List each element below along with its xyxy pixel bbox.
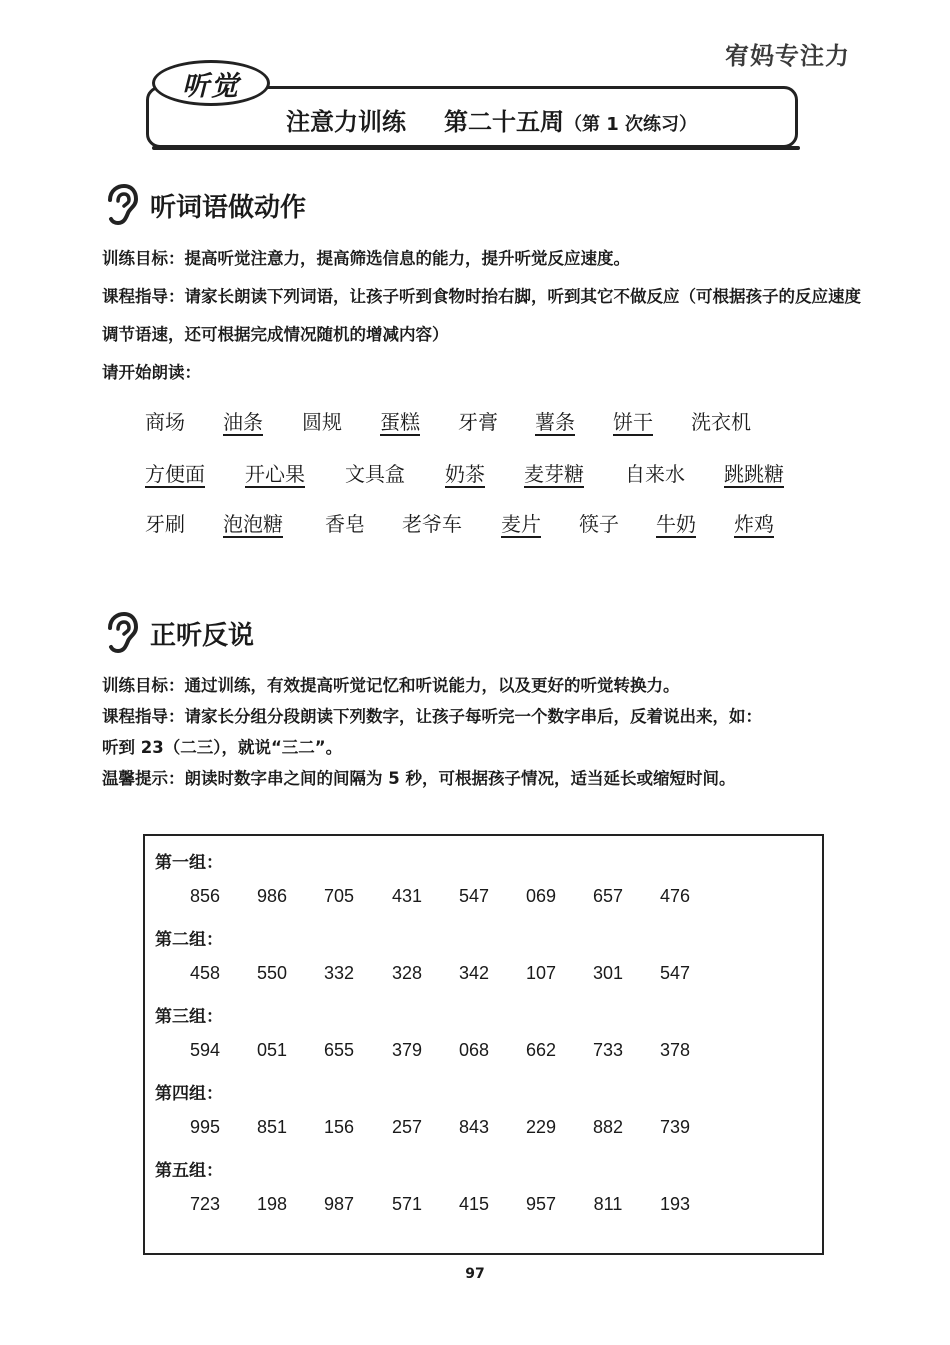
number-item: 571 <box>391 1194 423 1214</box>
number-item: 229 <box>525 1117 557 1137</box>
number-item: 851 <box>256 1117 288 1137</box>
group-label: 第五组： <box>155 1161 223 1181</box>
section1-instructions <box>102 240 862 392</box>
section2-goal: 训练目标：通过训练，有效提高听觉记忆和听说能力，以及更好的听觉转换力。 <box>102 676 680 695</box>
number-item: 301 <box>592 963 624 983</box>
word-item-food: 油条 <box>223 410 263 434</box>
section2-guide-line2: 听到 23（二三），就说“三二”。 <box>102 738 343 757</box>
number-item: 882 <box>592 1117 624 1137</box>
number-item: 051 <box>256 1040 288 1060</box>
word-item-food: 饼干 <box>613 410 653 434</box>
number-item: 987 <box>323 1194 355 1214</box>
number-item: 843 <box>458 1117 490 1137</box>
category-badge: 听觉 <box>152 60 270 106</box>
number-item: 594 <box>189 1040 221 1060</box>
page-title <box>286 102 697 137</box>
section1-start: 请开始朗读： <box>102 363 201 382</box>
number-item: 476 <box>659 886 691 906</box>
section1-heading <box>102 184 306 226</box>
number-item: 379 <box>391 1040 423 1060</box>
word-item-food: 泡泡糖 <box>223 512 283 536</box>
number-item: 657 <box>592 886 624 906</box>
number-item: 705 <box>323 886 355 906</box>
number-item: 431 <box>391 886 423 906</box>
number-item: 069 <box>525 886 557 906</box>
number-item: 193 <box>659 1194 691 1214</box>
word-item: 洗衣机 <box>691 410 751 434</box>
word-item: 文具盒 <box>345 462 405 486</box>
word-item: 筷子 <box>579 512 619 536</box>
word-item-food: 蛋糕 <box>380 410 420 434</box>
number-groups-box <box>143 834 824 1255</box>
number-item: 957 <box>525 1194 557 1214</box>
section1-title: 听词语做动作 <box>150 192 307 223</box>
number-item: 733 <box>592 1040 624 1060</box>
section2-tip: 温馨提示：朗读时数字串之间的间隔为 5 秒，可根据孩子情况，适当延长或缩短时间。 <box>102 769 736 788</box>
title-main: 注意力训练 <box>286 108 406 136</box>
word-item-food: 炸鸡 <box>734 512 774 536</box>
number-item: 378 <box>659 1040 691 1060</box>
number-item: 332 <box>323 963 355 983</box>
word-item-food: 开心果 <box>245 462 305 486</box>
number-item: 995 <box>189 1117 221 1137</box>
ear-icon <box>102 612 138 654</box>
section2-guide-line1: 课程指导：请家长分组分段朗读下列数字，让孩子每听完一个数字串后，反着说出来，如： <box>102 707 762 726</box>
word-item: 圆规 <box>302 410 342 434</box>
number-item: 068 <box>458 1040 490 1060</box>
title-session: （第 1 次练习） <box>564 114 698 135</box>
number-item: 156 <box>323 1117 355 1137</box>
word-item-food: 薯条 <box>535 410 575 434</box>
word-item-food: 跳跳糖 <box>724 462 784 486</box>
number-item: 723 <box>189 1194 221 1214</box>
group-label: 第二组： <box>155 930 223 950</box>
ear-icon <box>102 184 138 226</box>
number-item: 986 <box>256 886 288 906</box>
page-number: 97 <box>465 1266 485 1282</box>
number-item: 198 <box>256 1194 288 1214</box>
word-item: 老爷车 <box>402 512 462 536</box>
number-item: 328 <box>391 963 423 983</box>
group-label: 第四组： <box>155 1084 223 1104</box>
number-item: 458 <box>189 963 221 983</box>
word-item: 自来水 <box>625 462 685 486</box>
group-label: 第一组： <box>155 853 223 873</box>
number-item: 739 <box>659 1117 691 1137</box>
word-item: 牙膏 <box>458 410 498 434</box>
word-item-food: 牛奶 <box>656 512 696 536</box>
brand-title: 宥妈专注力 <box>725 42 850 70</box>
number-item: 342 <box>458 963 490 983</box>
number-item: 856 <box>189 886 221 906</box>
number-item: 550 <box>256 963 288 983</box>
number-item: 655 <box>323 1040 355 1060</box>
section1-guide: 课程指导：请家长朗读下列词语，让孩子听到食物时抬右脚，听到其它不做反应（可根据孩子的反应速度调节语速，还可根据完成情况随机的增减内容） <box>102 287 861 344</box>
word-item: 商场 <box>145 410 185 434</box>
number-item: 257 <box>391 1117 423 1137</box>
number-item: 107 <box>525 963 557 983</box>
group-label: 第三组： <box>155 1007 223 1027</box>
word-item-food: 奶茶 <box>445 462 485 486</box>
number-item: 662 <box>525 1040 557 1060</box>
word-item-food: 方便面 <box>145 462 205 486</box>
word-item: 香皂 <box>325 512 365 536</box>
number-item: 415 <box>458 1194 490 1214</box>
section1-goal: 训练目标：提高听觉注意力，提高筛选信息的能力，提升听觉反应速度。 <box>102 249 630 268</box>
section2-instructions <box>102 670 862 794</box>
word-item-food: 麦片 <box>501 512 541 536</box>
number-item: 547 <box>659 963 691 983</box>
word-item: 牙刷 <box>145 512 185 536</box>
section2-heading <box>102 612 254 654</box>
section2-title: 正听反说 <box>150 620 255 651</box>
number-item: 547 <box>458 886 490 906</box>
word-item-food: 麦芽糖 <box>524 462 584 486</box>
title-week: 第二十五周 <box>444 108 564 136</box>
number-item: 811 <box>593 1194 623 1214</box>
